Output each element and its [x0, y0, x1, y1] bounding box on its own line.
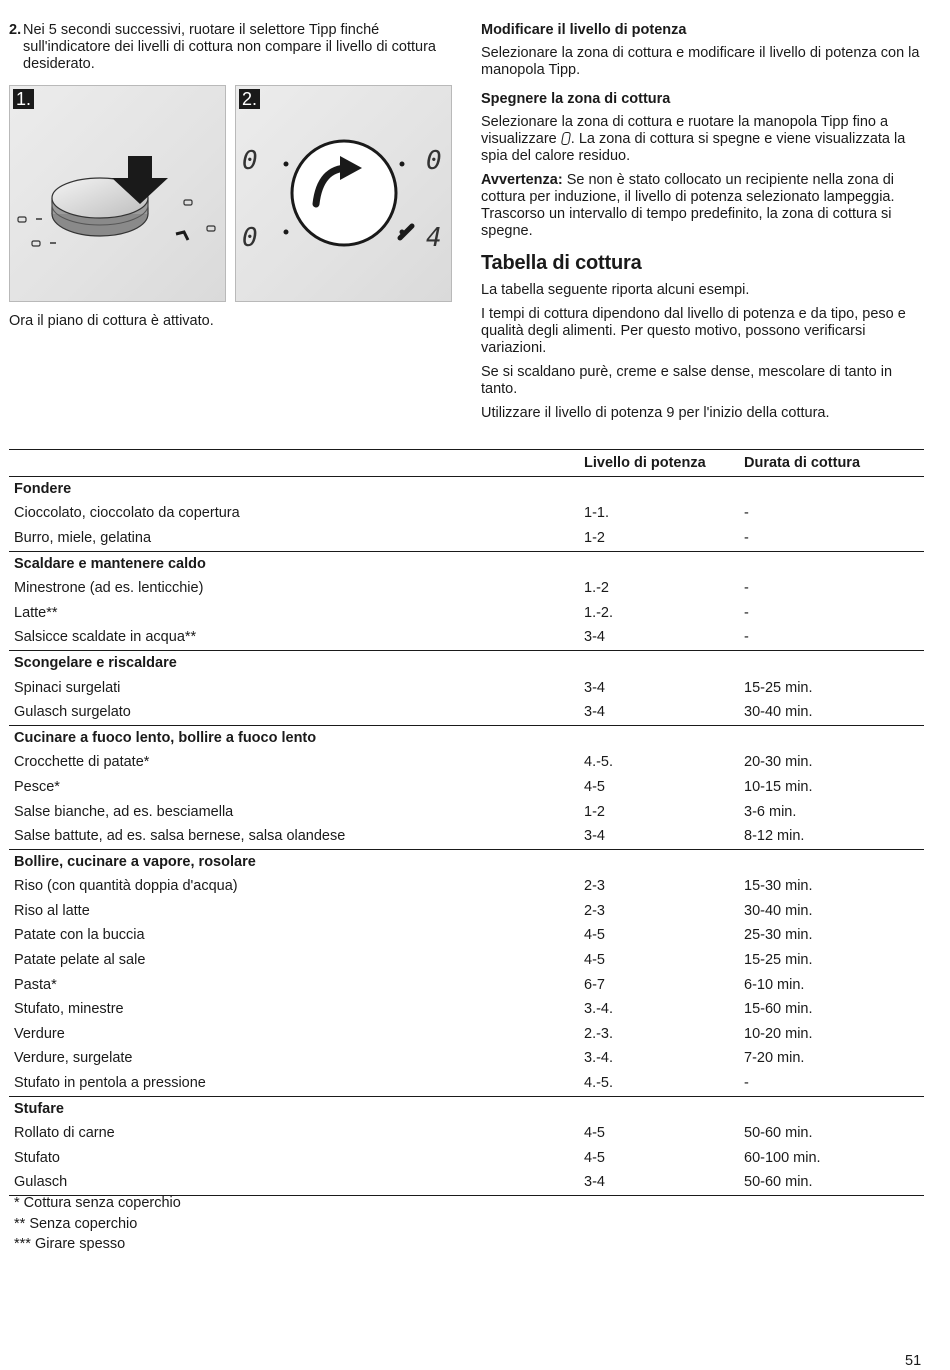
power-heading: Modificare il livello di potenza — [481, 22, 687, 38]
power-level-cell: 3.-4. — [584, 1050, 614, 1067]
food-cell: Spinaci surgelati — [14, 679, 121, 696]
duration-cell: 20-30 min. — [744, 754, 813, 771]
duration-cell: - — [744, 1075, 749, 1092]
table-body — [9, 477, 924, 1196]
figure-label-1: 1. — [13, 89, 34, 109]
food-cell: Cioccolato, cioccolato da copertura — [14, 505, 240, 522]
display-digit: 0 — [426, 146, 442, 176]
food-cell: Crocchette di patate* — [14, 754, 150, 771]
group-title: Scaldare e mantenere caldo — [14, 555, 206, 572]
food-cell: Rollato di carne — [14, 1125, 115, 1142]
intro-paragraph-4: Utilizzare il livello di potenza 9 per l'inizio della cottura. — [481, 405, 830, 421]
off-text-b: . La zona di cottura si spegne e viene visualizzata la spia del calore residuo. — [481, 131, 906, 164]
table-row — [9, 948, 924, 973]
off-heading: Spegnere la zona di cottura — [481, 91, 671, 107]
duration-cell: 3-6 min. — [744, 803, 797, 820]
food-cell: Pasta* — [14, 976, 57, 993]
table-row — [9, 502, 924, 527]
power-level-cell: 3-4 — [584, 629, 605, 646]
table-row — [9, 1047, 924, 1072]
food-cell: Latte** — [14, 604, 58, 621]
duration-cell: 30-40 min. — [744, 704, 813, 721]
group-title: Scongelare e riscaldare — [14, 654, 177, 671]
power-level-cell: 3-4 — [584, 828, 605, 845]
table-row — [9, 997, 924, 1022]
power-level-cell: 4.-5. — [584, 1075, 614, 1092]
power-level-cell: 2-3 — [584, 878, 605, 895]
footnotes — [14, 1193, 181, 1255]
knob-press-illustration — [10, 86, 225, 301]
footnote: ** Senza coperchio — [14, 1215, 138, 1232]
table-group-row — [9, 551, 924, 576]
power-level-cell: 3-4 — [584, 704, 605, 721]
group-title: Stufare — [14, 1100, 64, 1117]
power-level-cell: 4-5 — [584, 927, 605, 944]
footnote: *** Girare spesso — [14, 1236, 126, 1252]
food-cell: Salsicce scaldate in acqua** — [14, 629, 197, 646]
duration-cell: - — [744, 505, 749, 522]
food-cell: Riso al latte — [14, 902, 90, 919]
food-cell: Patate pelate al sale — [14, 952, 146, 969]
header-duration: Durata di cottura — [744, 454, 861, 471]
duration-cell: 25-30 min. — [744, 927, 813, 944]
step-number: 2. — [9, 22, 22, 38]
table-row — [9, 875, 924, 900]
power-level-cell: 1.-2 — [584, 580, 609, 597]
duration-cell: 15-25 min. — [744, 952, 813, 969]
display-digit: 0 — [242, 223, 258, 253]
duration-cell: 30-40 min. — [744, 902, 813, 919]
duration-cell: - — [744, 629, 749, 646]
duration-cell: - — [744, 580, 749, 597]
intro-paragraph-3: Se si scaldano purè, creme e salse dense, mescolare di tanto in tanto. — [481, 364, 893, 397]
power-level-cell: 3.-4. — [584, 1001, 614, 1018]
food-cell: Salse battute, ad es. salsa bernese, salsa olandese — [14, 828, 346, 845]
right-column — [481, 22, 926, 429]
left-column — [9, 22, 454, 73]
table-row — [9, 626, 924, 651]
warning-paragraph — [481, 172, 926, 240]
duration-cell: 15-60 min. — [744, 1001, 813, 1018]
power-level-cell: 6-7 — [584, 976, 605, 993]
off-text-a: Selezionare la zona di cottura e ruotare la manopola Tipp fino a visualizzare — [481, 114, 889, 147]
food-cell: Pesce* — [14, 778, 60, 795]
food-cell: Stufato in pentola a pressione — [14, 1075, 206, 1092]
duration-cell: 15-30 min. — [744, 878, 813, 895]
duration-cell: 6-10 min. — [744, 976, 805, 993]
power-level-cell: 1.-2. — [584, 604, 614, 621]
power-level-cell: 3-4 — [584, 679, 605, 696]
figure-turn-knob — [235, 85, 452, 302]
duration-cell: 8-12 min. — [744, 828, 805, 845]
table-row — [9, 700, 924, 725]
table-group-row — [9, 1096, 924, 1121]
power-level-cell: 4-5 — [584, 1125, 605, 1142]
activated-note: Ora il piano di cottura è attivato. — [9, 313, 214, 329]
table-row — [9, 576, 924, 601]
table-row — [9, 800, 924, 825]
table-row — [9, 1171, 924, 1196]
table-row — [9, 601, 924, 626]
duration-cell: 10-15 min. — [744, 778, 813, 795]
table-row — [9, 1022, 924, 1047]
figure-press-knob — [9, 85, 226, 302]
duration-cell: - — [744, 604, 749, 621]
page-number: 51 — [905, 1353, 922, 1369]
group-title: Fondere — [14, 480, 72, 497]
food-cell: Gulasch surgelato — [14, 704, 131, 721]
table-row — [9, 1071, 924, 1096]
power-level-cell: 4-5 — [584, 1149, 605, 1166]
duration-cell: 50-60 min. — [744, 1125, 813, 1142]
food-cell: Patate con la buccia — [14, 927, 145, 944]
food-cell: Riso (con quantità doppia d'acqua) — [14, 878, 238, 895]
power-level-cell: 4-5 — [584, 952, 605, 969]
step-2 — [9, 22, 454, 73]
warning-label: Avvertenza: — [481, 172, 563, 188]
header-power-level: Livello di potenza — [584, 454, 706, 471]
figure-label-2: 2. — [239, 89, 260, 109]
power-level-cell: 1-1. — [584, 505, 609, 522]
warning-text: Se non è stato collocato un recipiente nella zona di cottura per induzione, il livello di potenza selezionato lampeggia. Trascorso un intervallo di tempo predefinito, la zona di cottura si spegne. — [481, 172, 895, 239]
duration-cell: 50-60 min. — [744, 1174, 813, 1191]
zero-display-icon — [561, 132, 571, 145]
off-paragraph — [481, 114, 926, 165]
food-cell: Verdure, surgelate — [14, 1050, 133, 1067]
food-cell: Stufato — [14, 1149, 60, 1166]
table-row — [9, 1121, 924, 1146]
table-row — [9, 899, 924, 924]
display-digit: 4 — [426, 223, 442, 253]
group-title: Cucinare a fuoco lento, bollire a fuoco lento — [14, 729, 317, 746]
food-cell: Salse bianche, ad es. besciamella — [14, 803, 234, 820]
table-header-row — [9, 450, 924, 477]
food-cell: Verdure — [14, 1025, 65, 1042]
duration-cell: 10-20 min. — [744, 1025, 813, 1042]
intro-paragraph-1: La tabella seguente riporta alcuni esempi. — [481, 282, 750, 298]
header-food — [9, 450, 579, 477]
table-row — [9, 526, 924, 551]
footnote: * Cottura senza coperchio — [14, 1195, 181, 1211]
table-row — [9, 751, 924, 776]
table-row — [9, 924, 924, 949]
power-level-cell: 2.-3. — [584, 1025, 614, 1042]
cooking-table — [9, 449, 924, 1196]
power-level-cell: 1-2 — [584, 803, 605, 820]
table-row — [9, 824, 924, 849]
table-row — [9, 1146, 924, 1171]
power-level-cell: 4-5 — [584, 778, 605, 795]
table-group-row — [9, 725, 924, 750]
table-row — [9, 676, 924, 701]
step-text: Nei 5 secondi successivi, ruotare il selettore Tipp finché sull'indicatore dei livelli di cottura non compare il livello di cottura desiderato. — [23, 22, 436, 72]
cooking-table-title: Tabella di cottura — [481, 252, 642, 274]
knob-turn-illustration — [236, 86, 451, 301]
food-cell: Minestrone (ad es. lenticchie) — [14, 580, 204, 597]
power-level-cell: 2-3 — [584, 902, 605, 919]
display-digit: 0 — [242, 146, 258, 176]
duration-cell: 60-100 min. — [744, 1149, 821, 1166]
table-group-row — [9, 477, 924, 502]
food-cell: Burro, miele, gelatina — [14, 529, 152, 546]
power-text: Selezionare la zona di cottura e modificare il livello di potenza con la manopola Tipp. — [481, 45, 920, 78]
table-group-row — [9, 849, 924, 874]
table-group-row — [9, 651, 924, 676]
duration-cell: 15-25 min. — [744, 679, 813, 696]
table-row — [9, 775, 924, 800]
power-level-cell: 1-2 — [584, 529, 605, 546]
group-title: Bollire, cucinare a vapore, rosolare — [14, 853, 256, 870]
food-cell: Gulasch — [14, 1174, 68, 1191]
duration-cell: 7-20 min. — [744, 1050, 805, 1067]
intro-paragraph-2: I tempi di cottura dipendono dal livello di potenza e da tipo, peso e qualità degli alimenti. Per questo motivo, possono verificarsi variazioni. — [481, 306, 906, 356]
instruction-figures — [9, 85, 454, 303]
power-level-cell: 4.-5. — [584, 754, 614, 771]
duration-cell: - — [744, 529, 749, 546]
table-row — [9, 973, 924, 998]
power-level-cell: 3-4 — [584, 1174, 605, 1191]
food-cell: Stufato, minestre — [14, 1001, 124, 1018]
